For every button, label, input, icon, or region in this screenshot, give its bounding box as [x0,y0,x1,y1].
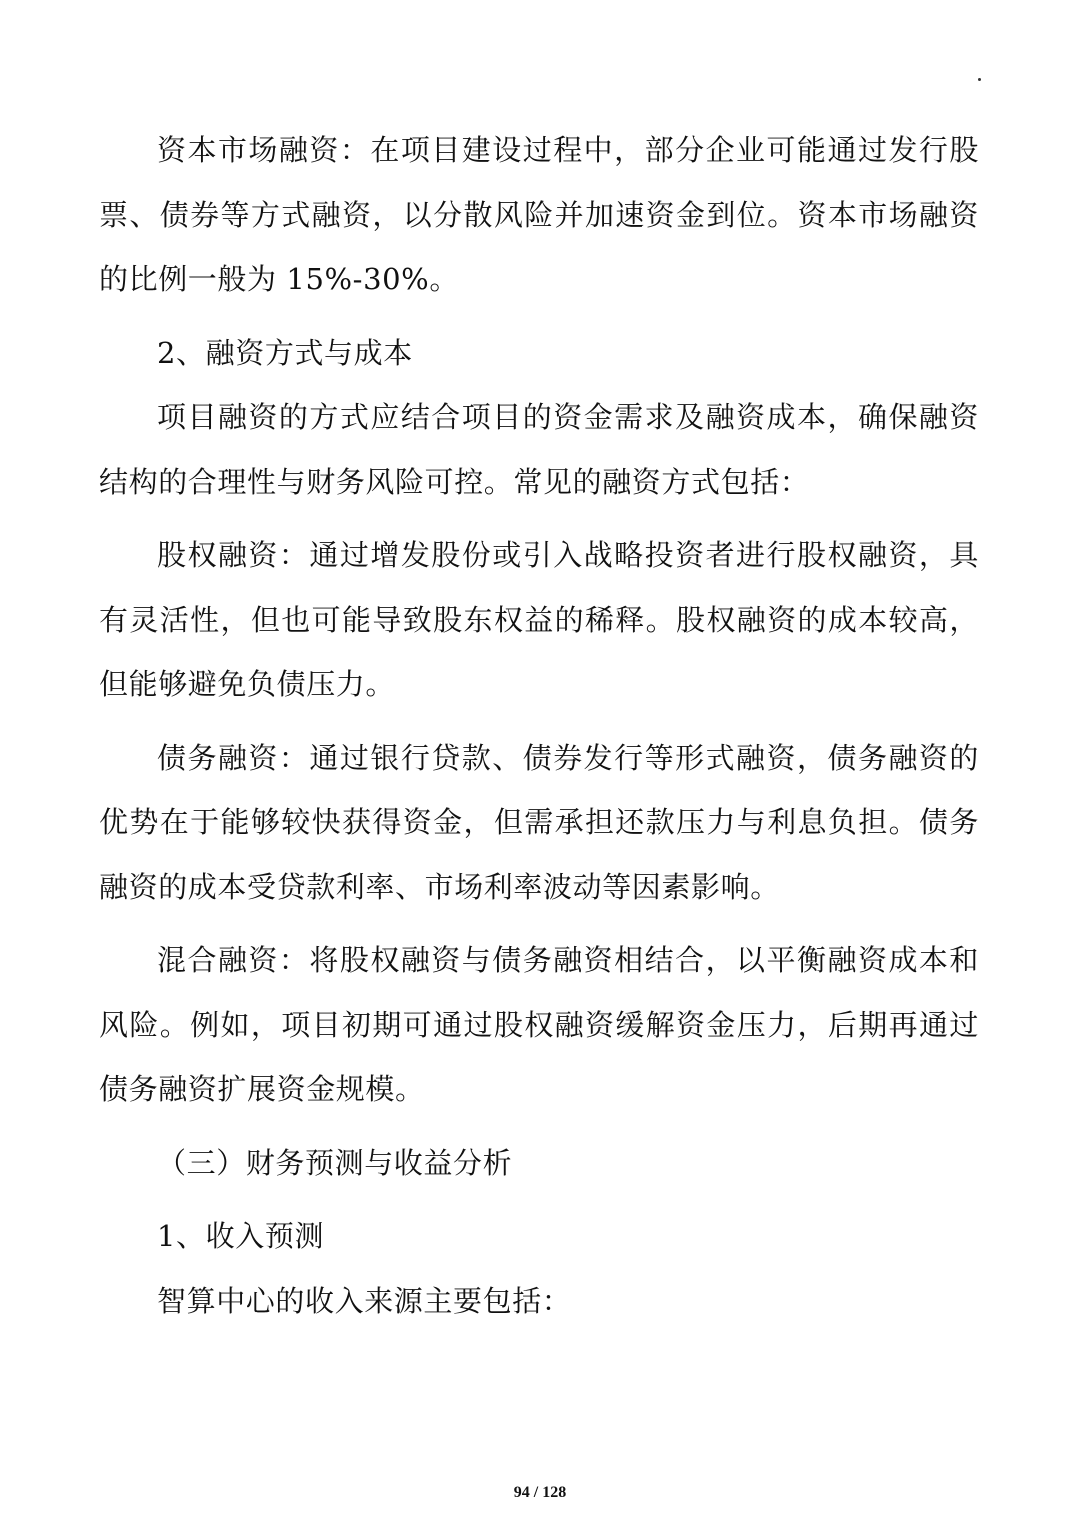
corner-mark [978,78,981,81]
page-number: 94 / 128 [513,1484,567,1501]
heading-financing-methods-and-cost: 2、融资方式与成本 [157,335,413,370]
paragraph-debt-financing: 债务融资：通过银行贷款、债券发行等形式融资，债务融资的优势在于能够较快获得资金，但需承担还款压力与利息负担。债务融资的成本受贷款利率、市场利率波动等因素影响。 [99,740,979,904]
heading-financial-forecast-section: （三）财务预测与收益分析 [157,1145,513,1180]
paragraph-revenue-sources: 智算中心的收入来源主要包括： [157,1283,572,1318]
page-content [99,118,979,1333]
paragraph-capital-market-financing: 资本市场融资：在项目建设过程中，部分企业可能通过发行股票、债券等方式融资，以分散风险并加速资金到位。资本市场融资的比例一般为 15%-30%。 [99,133,979,296]
paragraph-financing-methods-intro: 项目融资的方式应结合项目的资金需求及融资成本，确保融资结构的合理性与财务风险可控。常见的融资方式包括： [99,400,979,499]
paragraph-equity-financing: 股权融资：通过增发股份或引入战略投资者进行股权融资，具有灵活性，但也可能导致股东权益的稀释。股权融资的成本较高，但能够避免负债压力。 [99,538,979,701]
paragraph-hybrid-financing: 混合融资：将股权融资与债务融资相结合，以平衡融资成本和风险。例如，项目初期可通过股权融资缓解资金压力，后期再通过债务融资扩展资金规模。 [99,943,979,1106]
heading-revenue-forecast: 1、收入预测 [157,1219,325,1253]
